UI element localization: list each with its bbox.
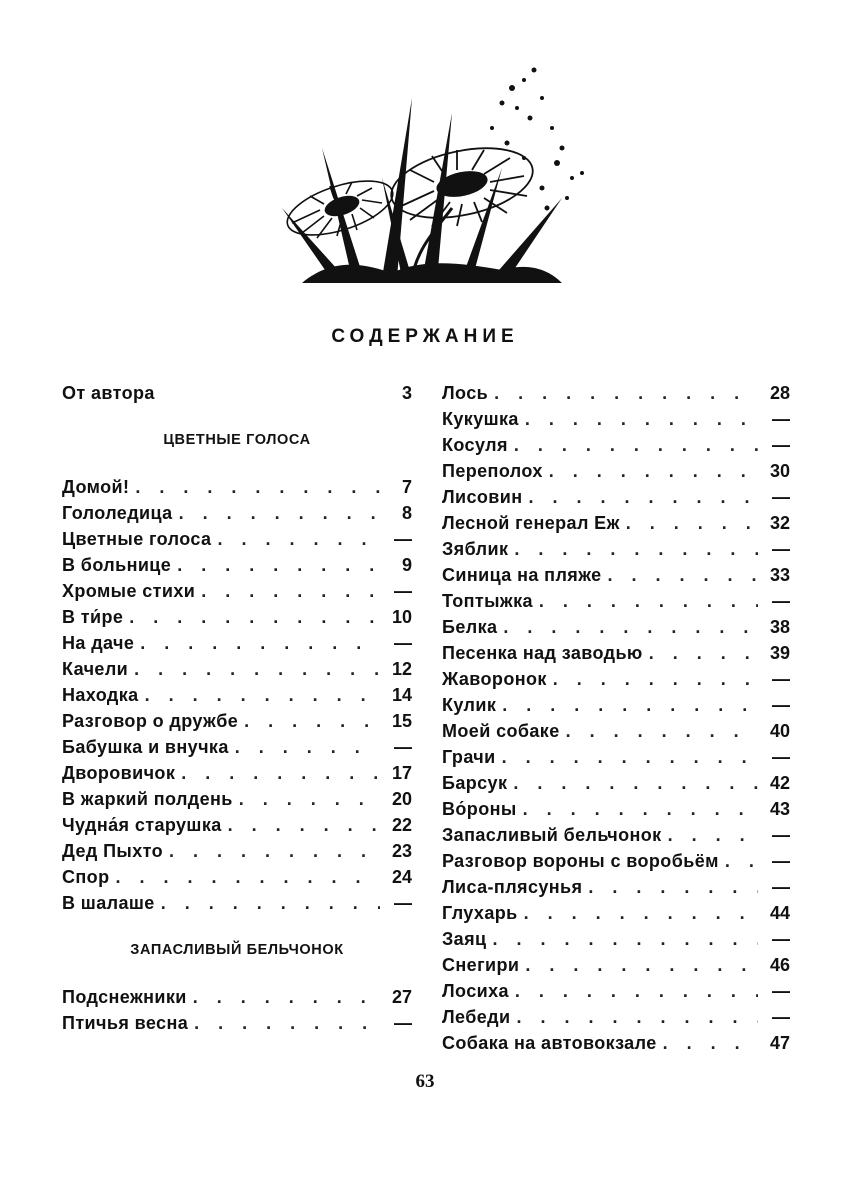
toc-entry-page: 46 <box>769 955 790 975</box>
toc-entry-title: Собака на автовокзале <box>442 1033 657 1053</box>
leader-dots <box>140 630 380 656</box>
toc-entry-page: 43 <box>769 799 790 819</box>
toc-entry[interactable] <box>62 526 412 552</box>
toc-entry-title: Синица на пляже <box>442 565 602 585</box>
toc-entry[interactable] <box>442 926 790 952</box>
toc-entry-title: Глухарь <box>442 903 518 923</box>
toc-entry[interactable] <box>62 604 412 630</box>
section-entries <box>442 380 790 1056</box>
leader-dots <box>524 900 758 926</box>
leader-dots <box>515 978 758 1004</box>
toc-entry-title: Цветные голоса <box>62 529 212 549</box>
leader-dots <box>129 604 380 630</box>
toc-entry-page: 12 <box>391 659 412 679</box>
toc-entry[interactable] <box>442 510 790 536</box>
toc-entry[interactable] <box>442 848 790 874</box>
toc-entry[interactable] <box>442 666 790 692</box>
leader-dots <box>217 526 380 552</box>
toc-entry-page: 20 <box>391 789 412 809</box>
toc-entry-title: Разговор о дружбе <box>62 711 239 731</box>
toc-entry[interactable] <box>442 978 790 1004</box>
toc-entry[interactable] <box>442 536 790 562</box>
leader-dots <box>668 822 758 848</box>
toc-entry[interactable] <box>442 952 790 978</box>
toc-entry-page: — <box>772 539 790 559</box>
toc-entry-title: Гололедица <box>62 503 173 523</box>
toc-entry[interactable] <box>442 458 790 484</box>
toc-entry[interactable] <box>442 614 790 640</box>
toc-entry-title: Чудна́я старушка <box>62 815 222 835</box>
toc-entry-page: — <box>772 825 790 845</box>
leader-dots <box>514 432 758 458</box>
leader-dots <box>513 770 758 796</box>
toc-entry[interactable] <box>62 682 412 708</box>
page-number: 63 <box>415 1071 435 1092</box>
toc-entry-page: 24 <box>391 867 412 887</box>
toc-entry-page: 3 <box>401 383 412 403</box>
toc-entry-page: — <box>394 529 412 549</box>
toc-entry-title: Косуля <box>442 435 508 455</box>
toc-entry[interactable] <box>62 984 412 1010</box>
toc-entry-page: — <box>394 1013 412 1033</box>
leader-dots <box>549 458 758 484</box>
section-entries <box>62 984 412 1036</box>
leader-dots <box>228 812 380 838</box>
toc-left-column <box>62 380 412 1036</box>
flowers-drawing <box>262 58 597 288</box>
toc-entry-title: Лисовин <box>442 487 523 507</box>
toc-entry[interactable] <box>442 744 790 770</box>
toc-entry[interactable] <box>442 640 790 666</box>
leader-dots <box>134 656 380 682</box>
toc-entry-title: Песенка над заводью <box>442 643 643 663</box>
toc-entry-title: Барсук <box>442 773 508 793</box>
toc-entry-page: 40 <box>769 721 790 741</box>
toc-entry[interactable] <box>442 562 790 588</box>
leader-dots <box>494 380 758 406</box>
toc-entry-page: — <box>394 581 412 601</box>
toc-entry-title: Кулик <box>442 695 497 715</box>
leader-dots <box>177 552 380 578</box>
toc-entry-page: 27 <box>391 987 412 1007</box>
toc-entry[interactable] <box>62 734 412 760</box>
toc-entry-page: — <box>772 747 790 767</box>
toc-entry-title: Во́роны <box>442 799 517 819</box>
toc-entry-title: Зяблик <box>442 539 509 559</box>
toc-entry-page: 28 <box>769 383 790 403</box>
toc-entry-page: 17 <box>391 763 412 783</box>
toc-entry[interactable] <box>442 822 790 848</box>
toc-entry-title: Птичья весна <box>62 1013 189 1033</box>
leader-dots <box>502 744 758 770</box>
page-heading: СОДЕРЖАНИЕ <box>331 326 519 347</box>
leader-dots <box>588 874 758 900</box>
toc-entry-title: От автора <box>62 383 155 403</box>
toc-entry-page: 15 <box>391 711 412 731</box>
toc-entry-title: Запасливый бельчонок <box>442 825 662 845</box>
toc-entry[interactable] <box>62 890 412 916</box>
leader-dots <box>161 890 380 916</box>
leader-dots <box>503 614 758 640</box>
leader-dots <box>194 1010 380 1036</box>
toc-entry-title: В жаркий полдень <box>62 789 233 809</box>
toc-entry-page: 42 <box>769 773 790 793</box>
toc-entry[interactable] <box>442 588 790 614</box>
toc-entry[interactable] <box>442 432 790 458</box>
leader-dots <box>626 510 758 536</box>
section-entries <box>62 474 412 916</box>
toc-entry-page: — <box>772 695 790 715</box>
toc-entry-title: Лесной генерал Еж <box>442 513 620 533</box>
section-title: ЦВЕТНЫЕ ГОЛОСА <box>163 432 311 448</box>
toc-entry[interactable] <box>442 1004 790 1030</box>
leader-dots <box>115 864 380 890</box>
toc-entry-page: 23 <box>391 841 412 861</box>
toc-entry[interactable] <box>62 500 412 526</box>
toc-entry[interactable] <box>62 838 412 864</box>
toc-entry[interactable] <box>442 874 790 900</box>
toc-entry-page: 30 <box>769 461 790 481</box>
toc-entry[interactable] <box>442 796 790 822</box>
toc-entry-page: — <box>772 591 790 611</box>
leader-dots <box>516 1004 758 1030</box>
leader-dots <box>523 796 758 822</box>
toc-entry[interactable] <box>62 760 412 786</box>
toc-entry-page: 8 <box>401 503 412 523</box>
toc-entry-page: 22 <box>391 815 412 835</box>
toc-entry-page: — <box>772 669 790 689</box>
toc-entry[interactable] <box>442 1030 790 1056</box>
toc-entry[interactable] <box>442 484 790 510</box>
toc-entry-page: 44 <box>769 903 790 923</box>
toc-entry-page: — <box>772 1007 790 1027</box>
leader-dots <box>725 848 758 874</box>
toc-entry[interactable] <box>442 900 790 926</box>
toc-entry-title: В ти́ре <box>62 607 124 627</box>
toc-right-column <box>442 380 790 1056</box>
toc-entry-title: Топтыжка <box>442 591 533 611</box>
toc-entry-title: В шалаше <box>62 893 155 913</box>
toc-entry-page: — <box>772 981 790 1001</box>
toc-entry-page: — <box>394 633 412 653</box>
toc-entry-page: 32 <box>769 513 790 533</box>
toc-entry[interactable] <box>62 578 412 604</box>
leader-dots <box>193 984 380 1010</box>
toc-entry-page: — <box>772 929 790 949</box>
toc-entry-title: Дед Пыхто <box>62 841 163 861</box>
toc-entry-page: 38 <box>769 617 790 637</box>
toc-entry[interactable] <box>442 692 790 718</box>
toc-entry-page: — <box>394 737 412 757</box>
toc-entry-title: В больнице <box>62 555 172 575</box>
toc-entry-page: — <box>772 409 790 429</box>
leader-dots <box>244 708 380 734</box>
toc-entry-title: Снегири <box>442 955 520 975</box>
leader-dots <box>525 406 758 432</box>
leader-dots <box>553 666 758 692</box>
toc-entry-title: Качели <box>62 659 129 679</box>
toc-entry-title: Заяц <box>442 929 487 949</box>
toc-entry[interactable] <box>62 380 412 406</box>
toc-entry[interactable] <box>442 406 790 432</box>
chamomile-flowers-illustration <box>262 58 597 288</box>
toc-entry[interactable] <box>62 1010 412 1036</box>
toc-entry[interactable] <box>62 552 412 578</box>
toc-entry-title: Лебеди <box>442 1007 511 1027</box>
toc-entry-title: Хромые стихи <box>62 581 196 601</box>
toc-entry-page: — <box>394 893 412 913</box>
toc-entry-page: — <box>772 851 790 871</box>
toc-entry-page: — <box>772 435 790 455</box>
toc-entry[interactable] <box>62 656 412 682</box>
toc-entry[interactable] <box>442 380 790 406</box>
leader-dots <box>135 474 380 500</box>
toc-entry[interactable] <box>62 786 412 812</box>
leader-dots <box>649 640 758 666</box>
leader-dots <box>181 760 380 786</box>
toc-entry-page: — <box>772 877 790 897</box>
toc-entry-title: Спор <box>62 867 110 887</box>
toc-entry-page: — <box>772 487 790 507</box>
toc-entry-title: Белка <box>442 617 498 637</box>
toc-entry-title: Грачи <box>442 747 496 767</box>
toc-entry-page: 39 <box>769 643 790 663</box>
toc-entry[interactable] <box>62 474 412 500</box>
leader-dots <box>529 484 758 510</box>
leader-dots <box>239 786 380 812</box>
leader-dots <box>145 682 380 708</box>
toc-entry-title: Лось <box>442 383 489 403</box>
leader-dots <box>608 562 758 588</box>
leader-dots <box>514 536 758 562</box>
leader-dots <box>169 838 380 864</box>
toc-entry-page: 7 <box>401 477 412 497</box>
toc-entry-title: Лиса-плясунья <box>442 877 583 897</box>
toc-entry[interactable] <box>62 864 412 890</box>
leader-dots <box>525 952 758 978</box>
toc-entry[interactable] <box>442 718 790 744</box>
toc-entry[interactable] <box>62 630 412 656</box>
toc-entry-title: Разговор вороны с воробьём <box>442 851 719 871</box>
leader-dots <box>566 718 758 744</box>
toc-entry-title: Переполох <box>442 461 543 481</box>
leader-dots <box>492 926 758 952</box>
toc-entry-title: Кукушка <box>442 409 519 429</box>
toc-entry[interactable] <box>442 770 790 796</box>
leader-dots <box>201 578 380 604</box>
toc-entry[interactable] <box>62 812 412 838</box>
toc-entry-page: 47 <box>769 1033 790 1053</box>
toc-entry[interactable] <box>62 708 412 734</box>
leader-dots <box>235 734 380 760</box>
toc-entry-page: 33 <box>769 565 790 585</box>
toc-entry-title: Бабушка и внучка <box>62 737 229 757</box>
toc-entry-page: 10 <box>391 607 412 627</box>
toc-entry-title: Моей собаке <box>442 721 560 741</box>
leader-dots <box>179 500 380 526</box>
toc-entry-title: Жаворонок <box>442 669 547 689</box>
section-title: ЗАПАСЛИВЫЙ БЕЛЬЧОНОК <box>130 942 344 958</box>
toc-entry-title: На даче <box>62 633 135 653</box>
leader-dots <box>502 692 758 718</box>
toc-entry-title: Домой! <box>62 477 130 497</box>
toc-entry-title: Подснежники <box>62 987 187 1007</box>
leader-dots <box>663 1030 758 1056</box>
toc-entry-title: Лосиха <box>442 981 509 1001</box>
leader-dots <box>539 588 758 614</box>
toc-entry-title: Находка <box>62 685 139 705</box>
toc-entry-page: 9 <box>401 555 412 575</box>
toc-entry-page: 14 <box>391 685 412 705</box>
toc-entry-title: Дворовичок <box>62 763 176 783</box>
